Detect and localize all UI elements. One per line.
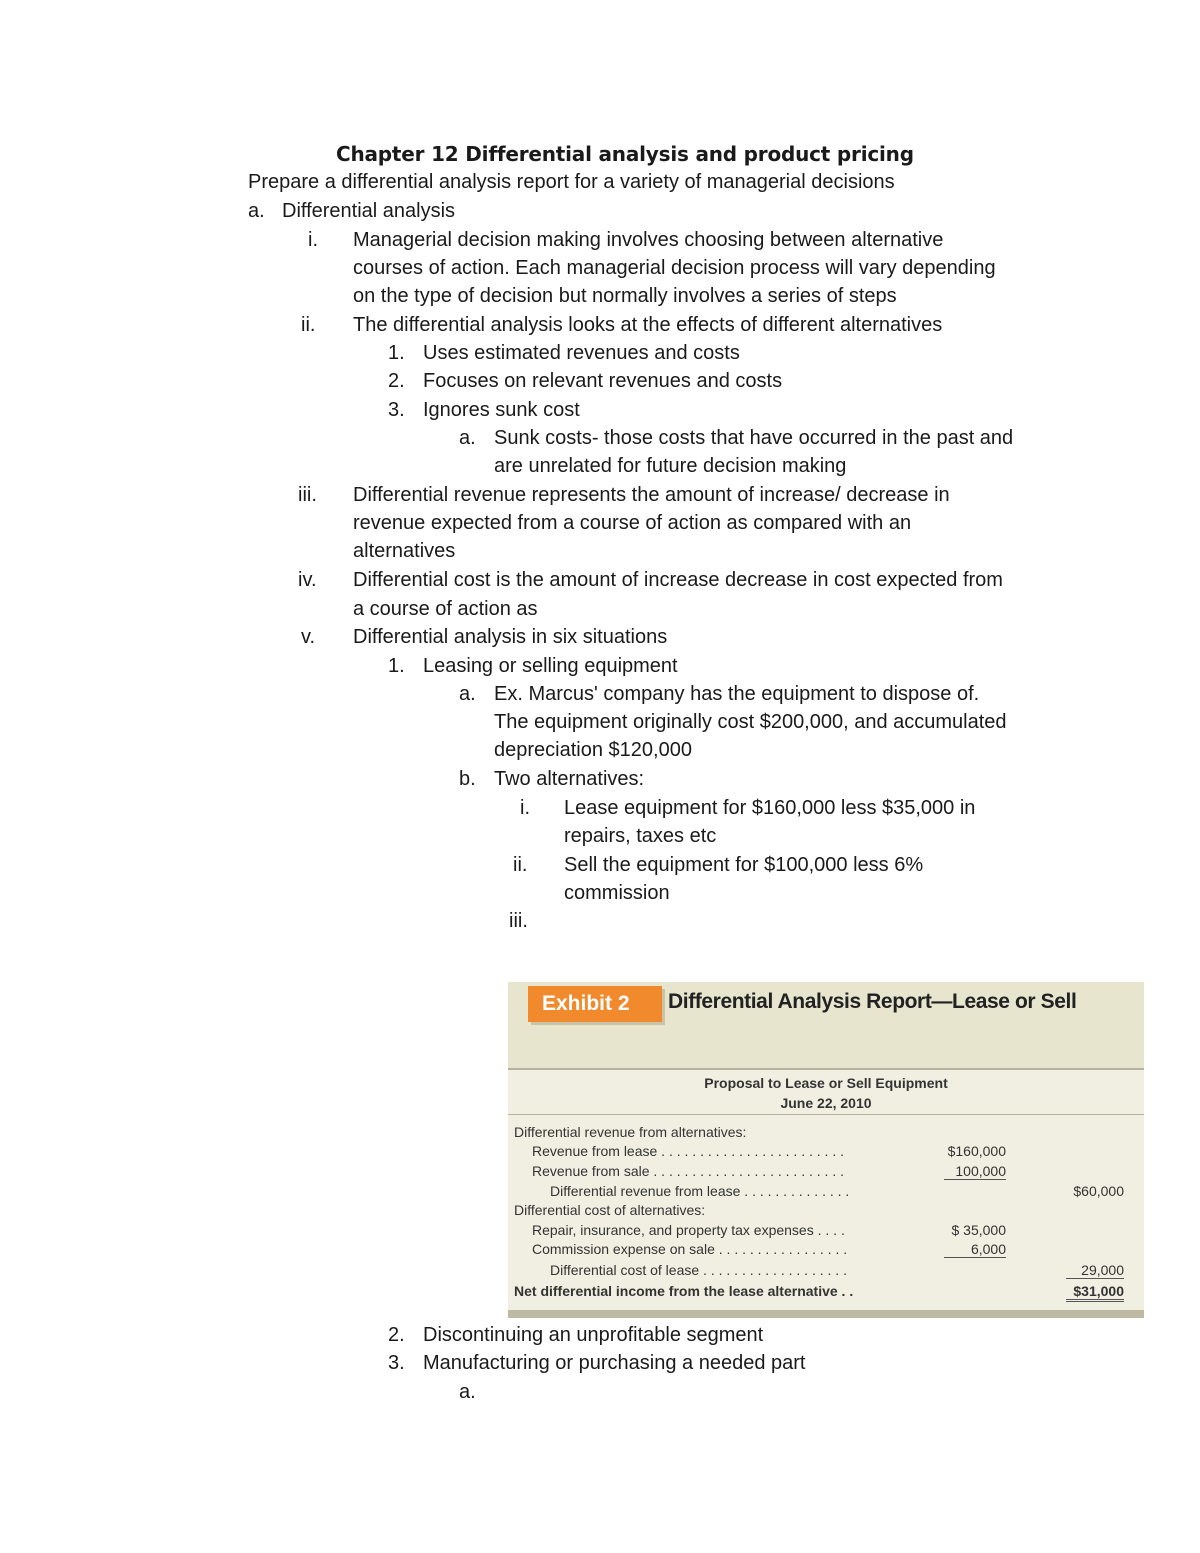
exhibit-bottom-border xyxy=(508,1310,1144,1318)
list-item-text: Differential analysis in six situations xyxy=(353,626,668,648)
report-row-label: Differential cost of alternatives: xyxy=(514,1202,706,1218)
report-value: $60,000 xyxy=(1073,1183,1124,1199)
list-item-text: Two alternatives: xyxy=(494,768,645,790)
report-title: Proposal to Lease or Sell Equipment xyxy=(704,1075,948,1091)
list-item-text: a course of action as xyxy=(353,598,538,620)
intro-text: Prepare a differential analysis report for a variety of managerial decisions xyxy=(248,171,895,193)
report-value: 100,000 xyxy=(944,1163,1006,1180)
report-value: $160,000 xyxy=(947,1143,1006,1159)
list-item-text: Managerial decision making involves choosing between alternative xyxy=(353,229,944,251)
list-marker: iii. xyxy=(298,484,317,506)
report-row-label: Differential cost of lease . . . . . . . . . . . . . . . . . . . xyxy=(550,1262,847,1278)
exhibit-tag: Exhibit 2 xyxy=(528,986,662,1022)
list-item-text: The equipment originally cost $200,000, and accumulated xyxy=(494,711,1007,733)
list-item-text: Sell the equipment for $100,000 less 6% xyxy=(564,854,924,876)
list-item-text: alternatives xyxy=(353,540,456,562)
list-item-text: revenue expected from a course of action as compared with an xyxy=(353,512,912,534)
list-item-text: Uses estimated revenues and costs xyxy=(423,342,740,364)
list-marker: a. xyxy=(459,683,476,705)
list-item-text: The differential analysis looks at the effects of different alternatives xyxy=(353,314,943,336)
list-marker: ii. xyxy=(301,314,316,336)
list-item-text: Differential cost is the amount of increase decrease in cost expected from xyxy=(353,569,1003,591)
list-marker: a. xyxy=(248,200,265,222)
list-marker: ii. xyxy=(513,854,528,876)
list-item-text: depreciation $120,000 xyxy=(494,739,692,761)
report-value: $ 35,000 xyxy=(951,1222,1006,1238)
list-marker: i. xyxy=(308,229,318,251)
list-marker: a. xyxy=(459,1381,476,1403)
list-item-text: Focuses on relevant revenues and costs xyxy=(423,370,783,392)
report-row-label: Differential revenue from lease . . . . . . . . . . . . . . xyxy=(550,1183,850,1199)
report-row-label: Repair, insurance, and property tax expenses . . . . xyxy=(532,1222,845,1238)
divider xyxy=(508,1068,1144,1070)
list-marker: a. xyxy=(459,427,476,449)
list-marker: 1. xyxy=(388,342,405,364)
list-marker: 3. xyxy=(388,1352,405,1374)
report-row-label: Revenue from lease . . . . . . . . . . . . . . . . . . . . . . . . xyxy=(532,1143,844,1159)
report-row-label: Commission expense on sale . . . . . . . . . . . . . . . . . xyxy=(532,1241,848,1257)
list-item-text: on the type of decision but normally involves a series of steps xyxy=(353,285,897,307)
report-value: 6,000 xyxy=(944,1241,1006,1258)
report-value: 29,000 xyxy=(1066,1262,1124,1279)
divider xyxy=(508,1114,1144,1115)
list-marker: 3. xyxy=(388,399,405,421)
list-item-text: Ignores sunk cost xyxy=(423,399,580,421)
list-item-text: Differential revenue represents the amount of increase/ decrease in xyxy=(353,484,950,506)
page-title: Chapter 12 Differential analysis and product pricing xyxy=(336,142,914,166)
exhibit-title: Differential Analysis Report—Lease or Sell xyxy=(668,990,1077,1013)
list-marker: iii. xyxy=(509,910,528,932)
list-marker: iv. xyxy=(298,569,317,591)
list-marker: 1. xyxy=(388,655,405,677)
list-item-text: Leasing or selling equipment xyxy=(423,655,678,677)
report-row-label: Revenue from sale . . . . . . . . . . . . . . . . . . . . . . . . . xyxy=(532,1163,844,1179)
list-marker: b. xyxy=(459,768,476,790)
list-item-text: repairs, taxes etc xyxy=(564,825,717,847)
section-heading: Differential analysis xyxy=(282,200,456,222)
list-item-text: Lease equipment for $160,000 less $35,000 in xyxy=(564,797,976,819)
report-date: June 22, 2010 xyxy=(780,1095,872,1111)
list-item-text: courses of action. Each managerial decision process will vary depending xyxy=(353,257,996,279)
list-marker: 2. xyxy=(388,1324,405,1346)
list-marker: i. xyxy=(520,797,530,819)
list-item-text: Manufacturing or purchasing a needed part xyxy=(423,1352,806,1374)
list-marker: 2. xyxy=(388,370,405,392)
report-total-value: $31,000 xyxy=(1066,1283,1124,1302)
list-marker: v. xyxy=(301,626,316,648)
list-item-text: Discontinuing an unprofitable segment xyxy=(423,1324,764,1346)
report-total-label: Net differential income from the lease alternative . . xyxy=(514,1283,854,1299)
list-item-text: Ex. Marcus' company has the equipment to dispose of. xyxy=(494,683,980,705)
list-item-text: Sunk costs- those costs that have occurred in the past and xyxy=(494,427,1014,449)
exhibit-figure xyxy=(508,982,1144,1318)
list-item-text: commission xyxy=(564,882,670,904)
report-row-label: Differential revenue from alternatives: xyxy=(514,1124,747,1140)
list-item-text: are unrelated for future decision making xyxy=(494,455,847,477)
